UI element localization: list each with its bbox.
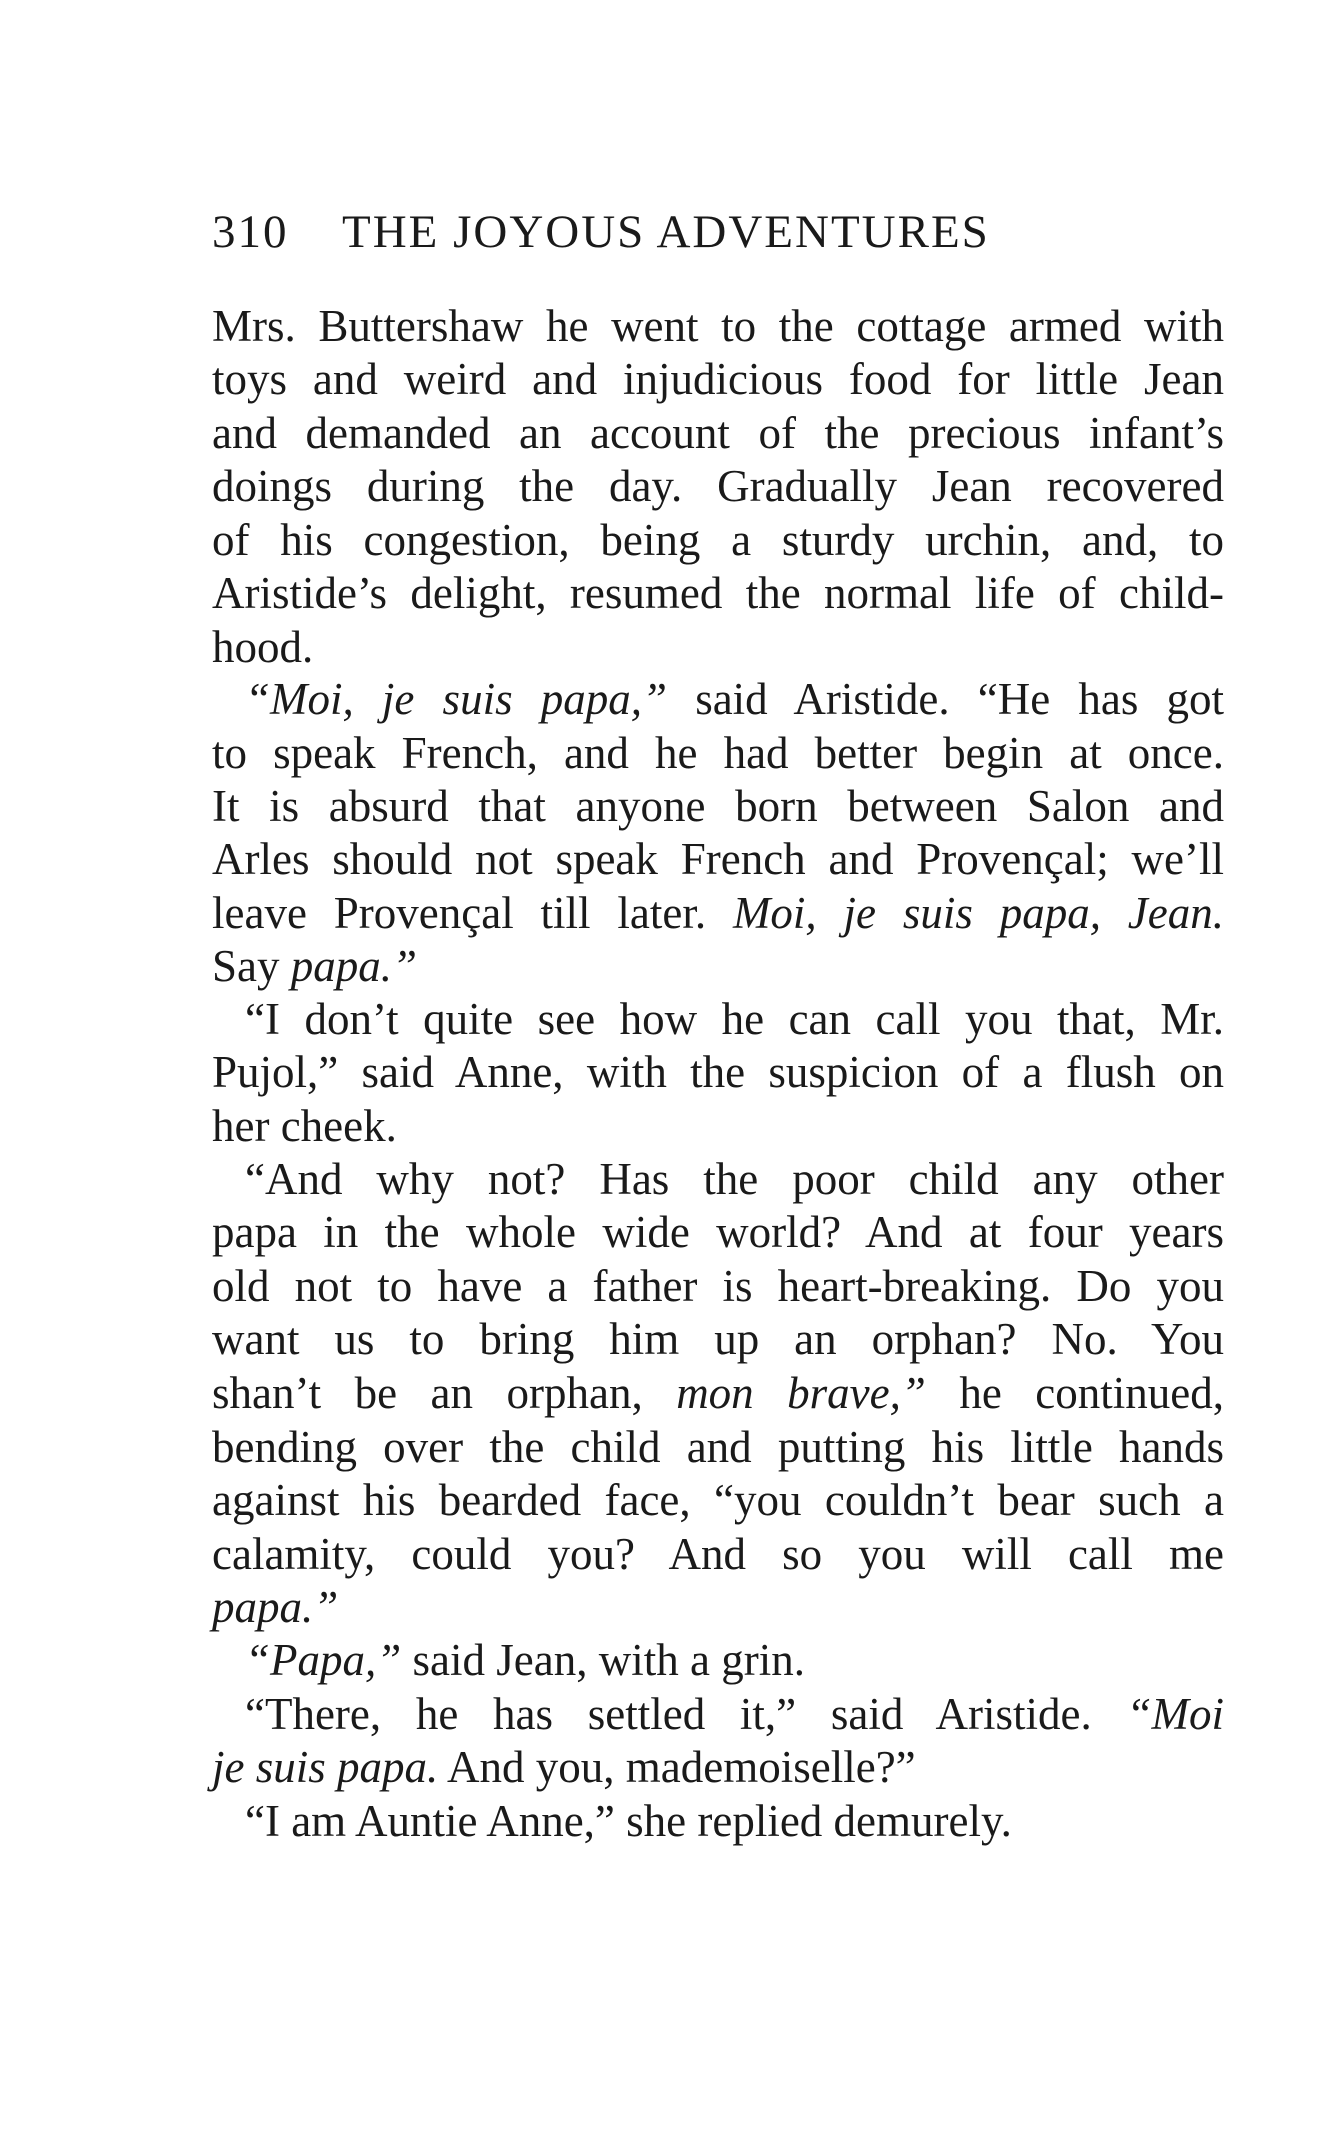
- text-line: [245, 1150, 1224, 1208]
- text-segment: want us to bring him up an orphan? No. You: [212, 1314, 1224, 1364]
- text-segment: Arles should not speak French and Provençal; we’ll: [212, 834, 1224, 884]
- text-line: [212, 1310, 1224, 1368]
- text-line: [212, 564, 1224, 622]
- text-line: [212, 937, 1224, 995]
- text-segment: and demanded an account of the precious infant’s: [212, 408, 1224, 458]
- running-header: [212, 205, 1092, 265]
- italic-text-segment: “Papa,”: [245, 1635, 402, 1685]
- italic-text-segment: “Moi, je suis papa,”: [245, 674, 668, 724]
- text-line: [212, 457, 1224, 515]
- text-segment: her cheek.: [212, 1101, 397, 1151]
- text-line: [212, 884, 1224, 942]
- text-segment: to speak French, and he had better begin at once.: [212, 728, 1224, 778]
- text-line: [212, 511, 1224, 569]
- text-segment: leave Provençal till later.: [212, 888, 733, 938]
- italic-text-segment: “Moi: [1126, 1689, 1224, 1739]
- text-segment: said Jean, with a grin.: [401, 1635, 805, 1685]
- text-line: [212, 1471, 1224, 1529]
- text-line: [212, 1418, 1224, 1476]
- italic-text-segment: mon brave,”: [676, 1368, 926, 1418]
- running-title: THE JOYOUS ADVENTURES: [342, 206, 990, 258]
- text-line: [212, 724, 1224, 782]
- text-line: [245, 1792, 1224, 1850]
- text-segment: It is absurd that anyone born between Salon and: [212, 781, 1224, 831]
- text-line: [212, 350, 1224, 408]
- text-segment: old not to have a father is heart-breaking. Do you: [212, 1261, 1224, 1311]
- italic-text-segment: papa.”: [212, 1582, 339, 1632]
- text-line: [212, 830, 1224, 888]
- text-line: [212, 1257, 1224, 1315]
- text-segment: against his bearded face, “you couldn’t bear such a: [212, 1475, 1224, 1525]
- italic-text-segment: je suis papa.: [212, 1742, 439, 1792]
- text-segment: “I am Auntie Anne,” she replied demurely.: [245, 1796, 1012, 1846]
- text-line: [212, 618, 1224, 676]
- text-segment: of his congestion, being a sturdy urchin, and, to: [212, 515, 1224, 565]
- text-line: [212, 1738, 1224, 1796]
- text-segment: said Aristide. “He has got: [667, 674, 1224, 724]
- text-segment: “I don’t quite see how he can call you that, Mr.: [245, 994, 1224, 1044]
- text-segment: he continued,: [925, 1368, 1224, 1418]
- text-segment: Pujol,” said Anne, with the suspicion of a flush on: [212, 1047, 1224, 1097]
- text-line: [245, 1631, 1224, 1689]
- text-line: [212, 1097, 1224, 1155]
- page-number: 310: [212, 206, 289, 258]
- text-segment: papa in the whole wide world? And at four years: [212, 1207, 1224, 1257]
- text-line: [245, 1685, 1224, 1743]
- text-line: [212, 404, 1224, 462]
- text-line: [212, 1203, 1224, 1261]
- text-segment: shan’t be an orphan,: [212, 1368, 677, 1418]
- text-segment: calamity, could you? And so you will call me: [212, 1529, 1224, 1579]
- italic-text-segment: papa.”: [290, 941, 418, 991]
- text-line: [245, 670, 1224, 728]
- text-line: [245, 990, 1224, 1048]
- text-segment: “There, he has settled it,” said Aristide.: [245, 1689, 1127, 1739]
- text-segment: bending over the child and putting his little hands: [212, 1422, 1224, 1472]
- text-line: [212, 1578, 1224, 1636]
- text-segment: doings during the day. Gradually Jean recovered: [212, 461, 1224, 511]
- italic-text-segment: Moi, je suis papa, Jean.: [732, 888, 1224, 938]
- text-segment: Mrs. Buttershaw he went to the cottage armed with: [212, 301, 1224, 351]
- text-line: [212, 1364, 1224, 1422]
- text-segment: “And why not? Has the poor child any other: [245, 1154, 1224, 1204]
- text-line: [212, 1043, 1224, 1101]
- text-line: [212, 777, 1224, 835]
- text-segment: Say: [212, 941, 291, 991]
- text-segment: And you, mademoiselle?”: [438, 1742, 916, 1792]
- text-segment: Aristide’s delight, resumed the normal life of child-: [212, 568, 1224, 618]
- text-line: [212, 1525, 1224, 1583]
- text-segment: hood.: [212, 622, 314, 672]
- text-segment: toys and weird and injudicious food for little Jean: [212, 354, 1224, 404]
- text-line: [212, 297, 1224, 355]
